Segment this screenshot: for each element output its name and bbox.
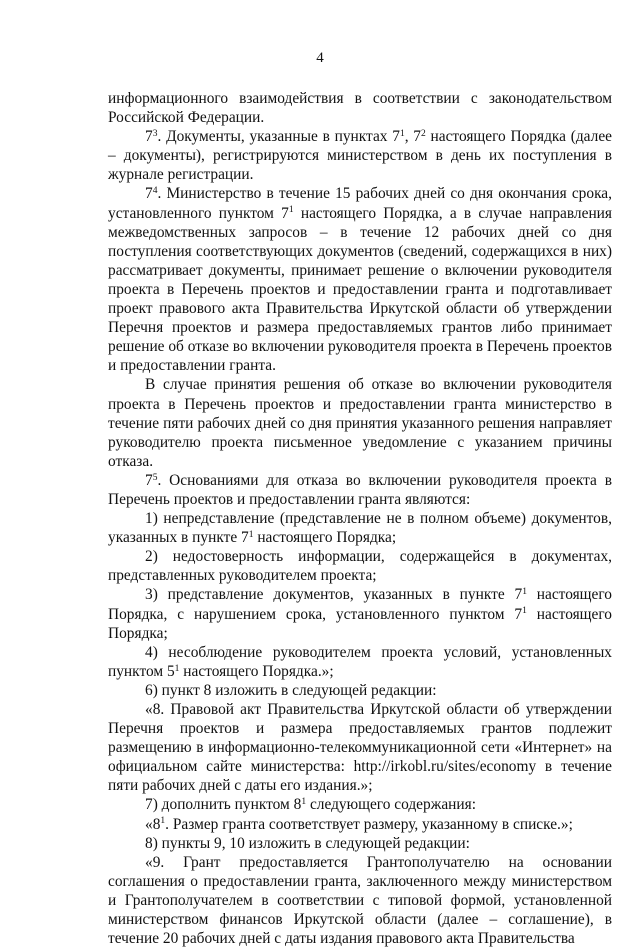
- text-run: 7: [145, 471, 153, 489]
- text-run: следующего содержания:: [306, 796, 476, 814]
- superscript: 1: [288, 204, 294, 216]
- text-run: В случае принятия решения об отказе во включении руководителя проекта в Перечень проектов и предоставлении гранта министерство в течение пяти рабочих дней со дня принятия указанного решения направляет руководителю проекта письменное уведомление с указанием причины отказа.: [108, 376, 612, 470]
- superscript: 2: [421, 127, 426, 139]
- paragraph-p-amend8: [108, 834, 612, 853]
- paragraph-p-item3: [108, 585, 612, 642]
- text-run: «8: [145, 815, 161, 833]
- paragraph-p-amend7: [108, 795, 612, 814]
- paragraph-p-item1: [108, 509, 612, 547]
- text-run: 7: [145, 185, 153, 203]
- text-run: 7: [145, 128, 153, 146]
- page-number: 4: [316, 50, 324, 66]
- superscript: 5: [152, 471, 158, 483]
- paragraph-p-8: [108, 700, 612, 795]
- superscript: 1: [399, 127, 405, 139]
- paragraph-p-amend6: [108, 681, 612, 700]
- text-run: 2) недостоверность информации, содержащейся в документах, представленных руководителем проекта;: [108, 548, 612, 585]
- text-run: 1) непредставление (представление не в полном объеме) документов, указанных в пункте 7: [108, 510, 612, 547]
- text-run: 6) пункт 8 изложить в следующей редакции:: [145, 681, 437, 699]
- superscript: 1: [160, 815, 166, 827]
- superscript: 1: [522, 586, 527, 598]
- paragraph-p-cont: [108, 89, 612, 127]
- text-run: настоящего Порядка.»;: [179, 662, 334, 680]
- superscript: 1: [301, 796, 307, 808]
- paragraph-p-item2: [108, 547, 612, 585]
- text-run: информационного взаимодействия в соответствии с законодательством Российской Федерации.: [108, 90, 612, 127]
- superscript: 4: [152, 185, 158, 197]
- superscript: 1: [174, 662, 180, 674]
- text-run: 3) представление документов, указанных в пункте 7: [145, 586, 523, 604]
- text-run: настоящего Порядка;: [108, 605, 612, 642]
- paragraph-p-7-5: [108, 471, 612, 509]
- paragraph-p-8-1: [108, 815, 612, 834]
- paragraph-p-item4: [108, 643, 612, 681]
- superscript: 1: [248, 528, 254, 540]
- text-run: настоящего Порядка, а в случае направления межведомственных запросов – в течение 12 рабочих дней со дня поступления соответствующих документов (сведений, содержащихся в них) рассматривает документы, принимает решение о включении руководителя проекта в Перечень проектов и предоставлении гранта и подготавливает проект правового акта Правительства Иркутской области об утверждении Перечня проектов и размера предоставляемых грантов либо принимает решение об отказе во включении руководителя проекта в Перечень проектов и предоставлении гранта.: [108, 204, 612, 375]
- text-run: . Министерство в течение 15 рабочих дней со дня окончания срока, установленного пунктом 7: [108, 185, 612, 222]
- text-run: . Размер гранта соответствует размеру, указанному в списке.»;: [165, 815, 573, 833]
- text-run: . Документы, указанные в пунктах 7: [157, 128, 400, 146]
- paragraph-p-refusal: [108, 375, 612, 470]
- text-run: «9. Грант предоставляется Грантополучателю на основании соглашения о предоставлении гранта, заключенного между министерством и Грантополучателем в соответствии с типовой формой, установленной министерством финансов Иркутской области (далее – соглашение), в течение 20 рабочих дней с даты издания правового акта Правительства: [108, 853, 612, 948]
- text-run: 4) несоблюдение руководителем проекта условий, установленных пунктом 5: [108, 643, 612, 680]
- document-body: [108, 89, 612, 948]
- superscript: 3: [152, 127, 158, 139]
- text-run: . Основаниями для отказа во включении руководителя проекта в Перечень проектов и предоставлении гранта являются:: [108, 471, 612, 508]
- text-run: «8. Правовой акт Правительства Иркутской области об утверждении Перечня проектов и размера предоставляемых грантов подлежит размещению в информационно-телекоммуникационной сети «Интернет» на официальном сайте министерства: http://irkobl.ru/sites/economy в течение пяти рабочих дней с даты его издания.»;: [108, 701, 612, 795]
- text-run: настоящего Порядка (далее – документы), регистрируются министерством в день их поступления в журнале регистрации.: [108, 128, 612, 184]
- text-run: 7) дополнить пунктом 8: [145, 796, 302, 814]
- text-run: 8) пункты 9, 10 изложить в следующей редакции:: [145, 834, 470, 852]
- paragraph-p-7-3: [108, 127, 612, 184]
- paragraph-p-7-4: [108, 184, 612, 375]
- text-run: настоящего Порядка;: [253, 529, 397, 547]
- text-run: настоящего Порядка, с нарушением срока, установленного пунктом 7: [108, 586, 612, 623]
- paragraph-p-9: [108, 853, 612, 948]
- superscript: 1: [522, 605, 527, 617]
- text-run: , 7: [404, 128, 421, 146]
